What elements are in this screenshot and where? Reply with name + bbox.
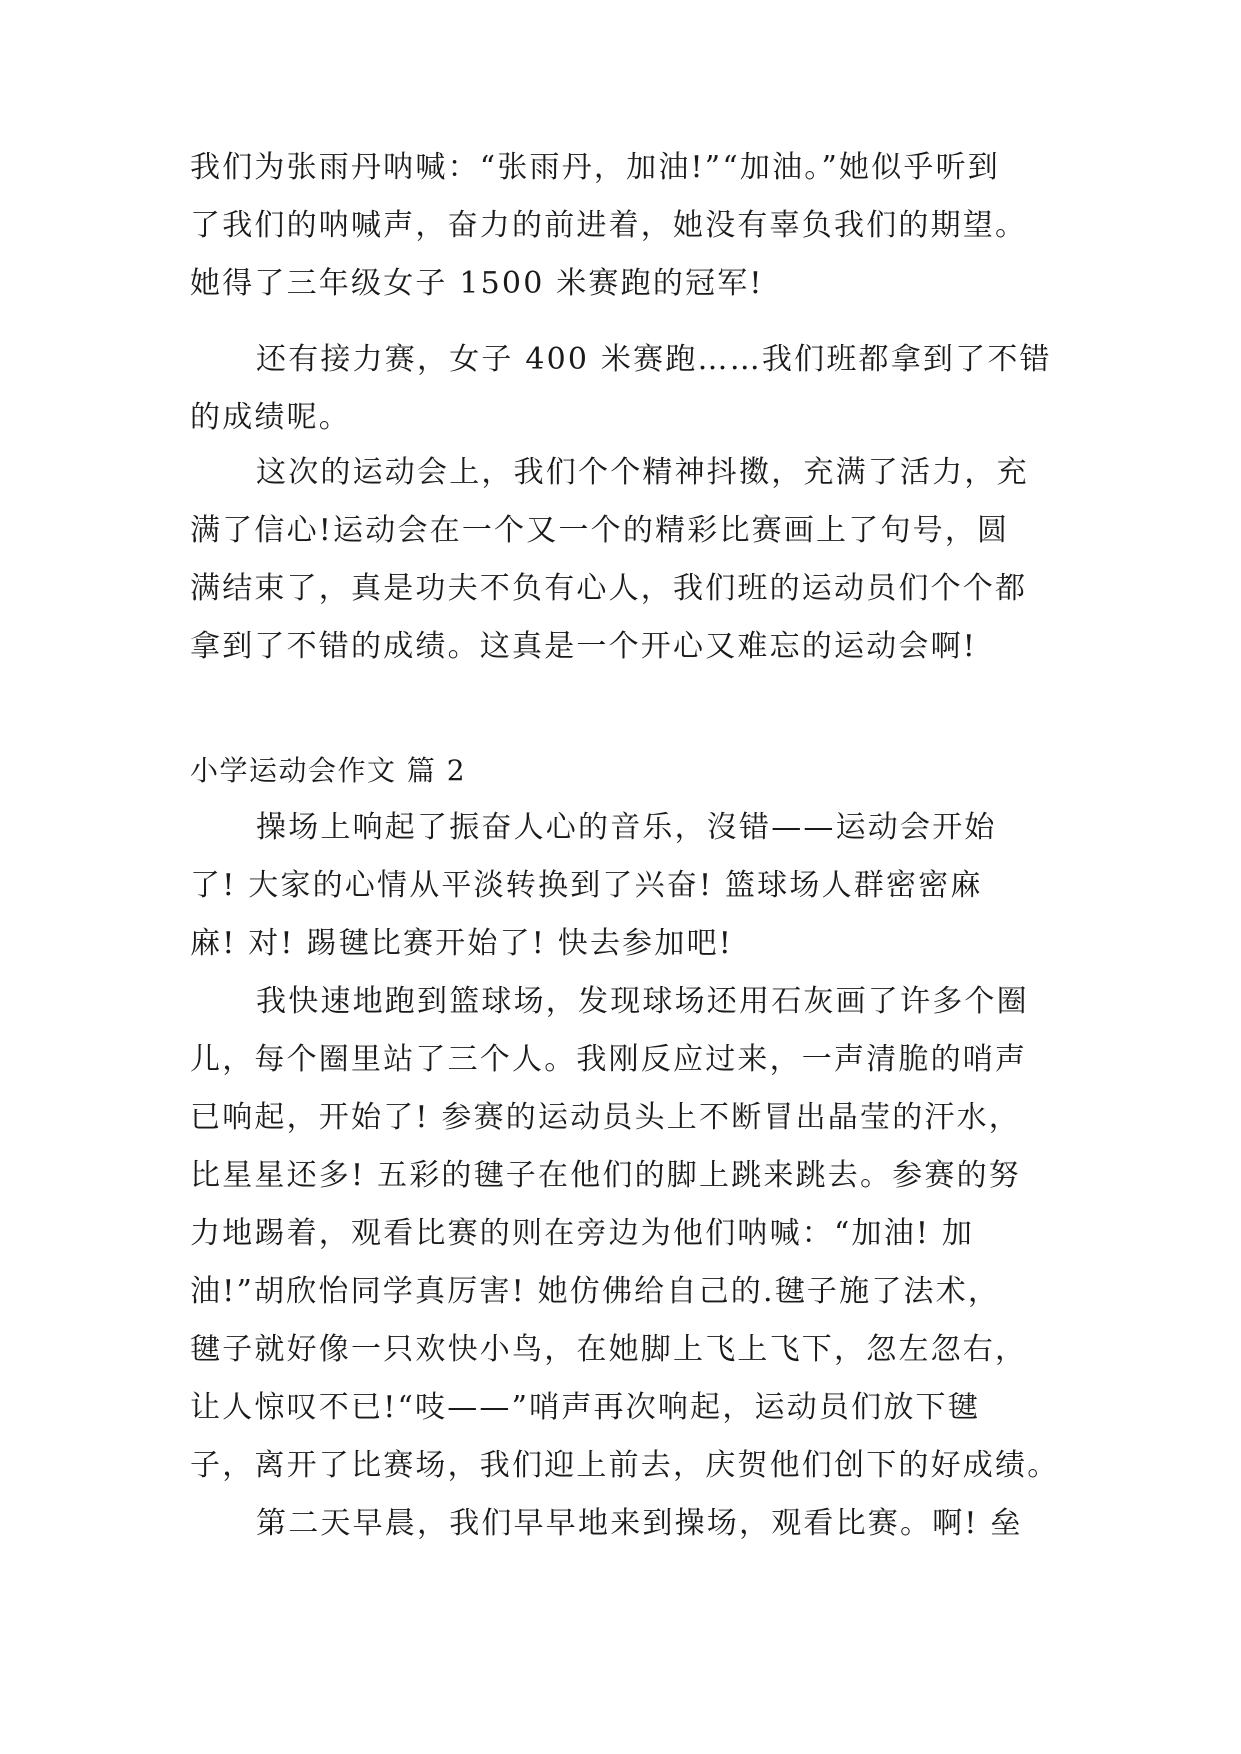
text-line: 了我们的呐喊声，奋力的前进着，她没有辜负我们的期望。	[190, 208, 1028, 243]
text-line: 我们为张雨丹呐喊：“张雨丹，加油!”“加油。”她似乎听到	[190, 150, 1001, 185]
text-line: 的成绩呢。	[190, 400, 351, 435]
text-line: 满了信心!运动会在一个又一个的精彩比赛画上了句号，圆	[190, 513, 1010, 548]
text-line: 第二天早晨，我们早早地来到操场，观看比赛。啊! 垒	[256, 1506, 1023, 1541]
text-line: 我快速地跑到篮球场，发现球场还用石灰画了许多个圈	[256, 984, 1029, 1019]
text-line: 油!”胡欣怡同学真厉害! 她仿佛给自己的.毽子施了法术，	[190, 1274, 1001, 1309]
text-line: 她得了三年级女子 1500 米赛跑的冠军!	[190, 266, 764, 301]
text-line: 子，离开了比赛场，我们迎上前去，庆贺他们创下的好成绩。	[190, 1448, 1060, 1483]
text-line: 毽子就好像一只欢快小鸟，在她脚上飞上飞下，忽左忽右，	[190, 1332, 1028, 1367]
text-line: 这次的运动会上，我们个个精神抖擞，充满了活力，充	[256, 455, 1029, 490]
text-line: 让人惊叹不已!“吱——”哨声再次响起，运动员们放下毽	[190, 1390, 980, 1425]
text-line: 了! 大家的心情从平淡转换到了兴奋! 篮球场人群密密麻	[190, 868, 983, 903]
text-line: 麻! 对! 踢毽比赛开始了! 快去参加吧!	[190, 926, 734, 961]
text-line: 操场上响起了振奋人心的音乐，沒错——运动会开始	[256, 810, 997, 845]
text-line: 拿到了不错的成绩。这真是一个开心又难忘的运动会啊!	[190, 629, 978, 664]
text-line: 已响起，开始了! 参赛的运动员头上不断冒出晶莹的汗水，	[190, 1100, 1021, 1135]
text-line: 力地踢着，观看比赛的则在旁边为他们呐喊：“加油! 加	[190, 1216, 975, 1251]
text-line: 还有接力赛，女子 400 米赛跑……我们班都拿到了不错	[256, 342, 1052, 377]
text-line: 比星星还多! 五彩的毽子在他们的脚上跳来跳去。参赛的努	[190, 1158, 1021, 1193]
text-line: 满结束了，真是功夫不负有心人，我们班的运动员们个个都	[190, 571, 1028, 606]
section-heading: 小学运动会作文 篇 2	[190, 754, 467, 787]
text-line: 儿，每个圈里站了三个人。我刚反应过来，一声清脆的哨声	[190, 1042, 1028, 1077]
